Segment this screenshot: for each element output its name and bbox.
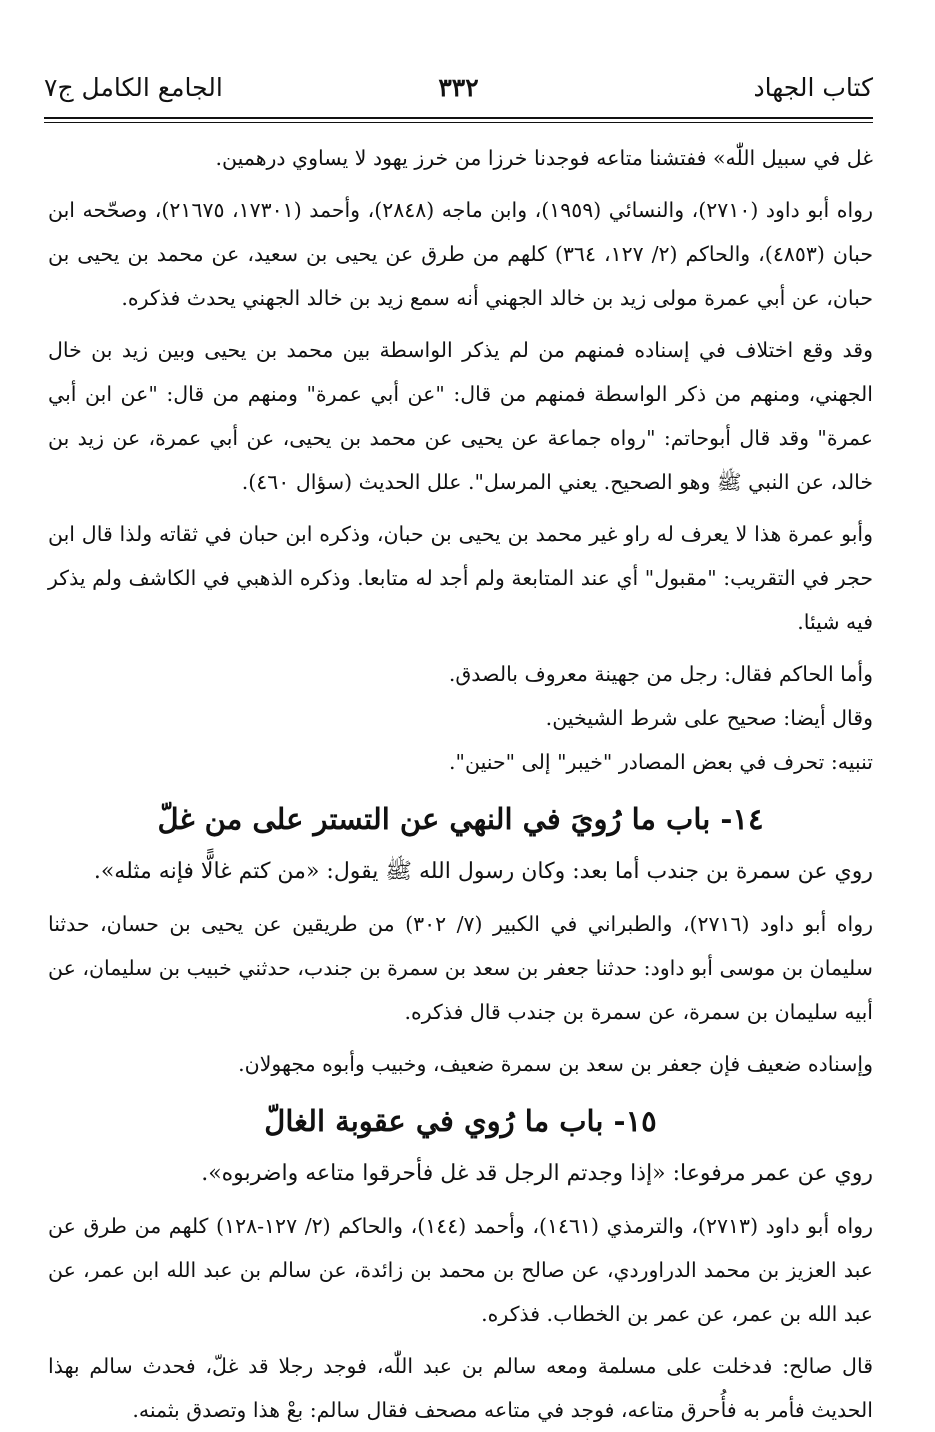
header-book-title: كتاب الجهاد (753, 72, 873, 102)
page-number: ٣٣٢ (438, 72, 479, 102)
paragraph: روي عن سمرة بن جندب أما بعد: وكان رسول الله ﷺ يقول: «من كتم غالًّا فإنه مثله». (93, 859, 873, 884)
paragraph: رواه أبو داود (٢٧١٠)، والنسائي (١٩٥٩)، وابن ماجه (٢٨٤٨)، وأحمد (١٧٣٠١، ٢١٦٧٥)، وصحّحه ابن حبان (٤٨٥٣)، والحاكم (٢/ ١٢٧، ٣٦٤) كلهم من طرق عن يحيى بن سعيد، عن محمد بن يحيى بن حبان، عن أبي عمرة مولى زيد بن خالد الجهني أنه سمع زيد بن خالد الجهني يحدث فذكره. (48, 198, 873, 310)
paragraph: وقد وقع اختلاف في إسناده فمنهم من لم يذكر الواسطة بين محمد بن يحيى وبين زيد بن خال الجهني، ومنهم من ذكر الواسطة فمنهم من قال: "عن أبي عمرة" ومنهم من قال: "عن ابن أبي عمرة" وقد قال أبوحاتم: "رواه جماعة عن يحيى عن محمد بن يحيى، عن أبي عمرة، عن زيد بن خالد، عن النبي ﷺ وهو الصحيح. يعني المرسل". علل الحديث (سؤال ٤٦٠). (48, 338, 873, 494)
page-body (48, 136, 873, 1432)
header-rule-thin (44, 122, 873, 123)
header-rule-thick (44, 117, 873, 119)
paragraph: تنبيه: تحرف في بعض المصادر "خيبر" إلى "حنين". (449, 750, 873, 774)
paragraph: رواه أبو داود (٢٧١٦)، والطبراني في الكبير (٧/ ٣٠٢) من طريقين عن يحيى بن حسان، حدثنا سليمان بن موسى أبو داود: حدثنا جعفر بن سعد بن سمرة بن جندب، حدثني خبيب بن سليمان، عن أبيه سليمان بن سمرة، عن سمرة بن جندب قال فذكره. (48, 912, 873, 1024)
paragraph: غل في سبيل اللّٰه» ففتشنا متاعه فوجدنا خرزا من خرز يهود لا يساوي درهمين. (215, 146, 873, 170)
page-header (44, 64, 873, 110)
paragraph: وأبو عمرة هذا لا يعرف له راو غير محمد بن يحيى بن حبان، وذكره ابن حبان في ثقاته ولذا قال ابن حجر في التقريب: "مقبول" أي عند المتابعة ولم أجد له متابعا. وذكره الذهبي في الكاشف ولم يذكر فيه شيئا. (48, 522, 873, 634)
paragraph: رواه أبو داود (٢٧١٣)، والترمذي (١٤٦١)، وأحمد (١٤٤)، والحاكم (٢/ ١٢٧-١٢٨) كلهم من طرق عن عبد العزيز بن محمد الدراوردي، عن صالح بن محمد بن زائدة، عن سالم بن عبد الله ابن عمر، عن عبد الله بن عمر، عن عمر بن الخطاب. فذكره. (48, 1214, 873, 1326)
paragraph: وأما الحاكم فقال: رجل من جهينة معروف بالصدق. (448, 662, 873, 686)
header-volume-title: الجامع الكامل ج٧ (44, 72, 223, 102)
section-heading-15: ١٥- باب ما رُوي في عقوبة الغالّ (264, 1104, 657, 1138)
paragraph: وقال أيضا: صحيح على شرط الشيخين. (545, 706, 873, 730)
paragraph: قال صالح: فدخلت على مسلمة ومعه سالم بن عبد اللّٰه، فوجد رجلا قد غلّ، فحدث سالم بهذا الحديث فأمر به فأُحرق متاعه، فوجد في متاعه مصحف فقال سالم: بعْ هذا وتصدق بثمنه. (48, 1354, 873, 1422)
paragraph: وإسناده ضعيف فإن جعفر بن سعد بن سمرة ضعيف، وخبيب وأبوه مجهولان. (238, 1052, 873, 1076)
paragraph: روي عن عمر مرفوعا: «إذا وجدتم الرجل قد غل فأحرقوا متاعه واضربوه». (201, 1161, 873, 1186)
section-heading-14: ١٤- باب ما رُويَ في النهي عن التستر على من غلّ (157, 802, 764, 836)
